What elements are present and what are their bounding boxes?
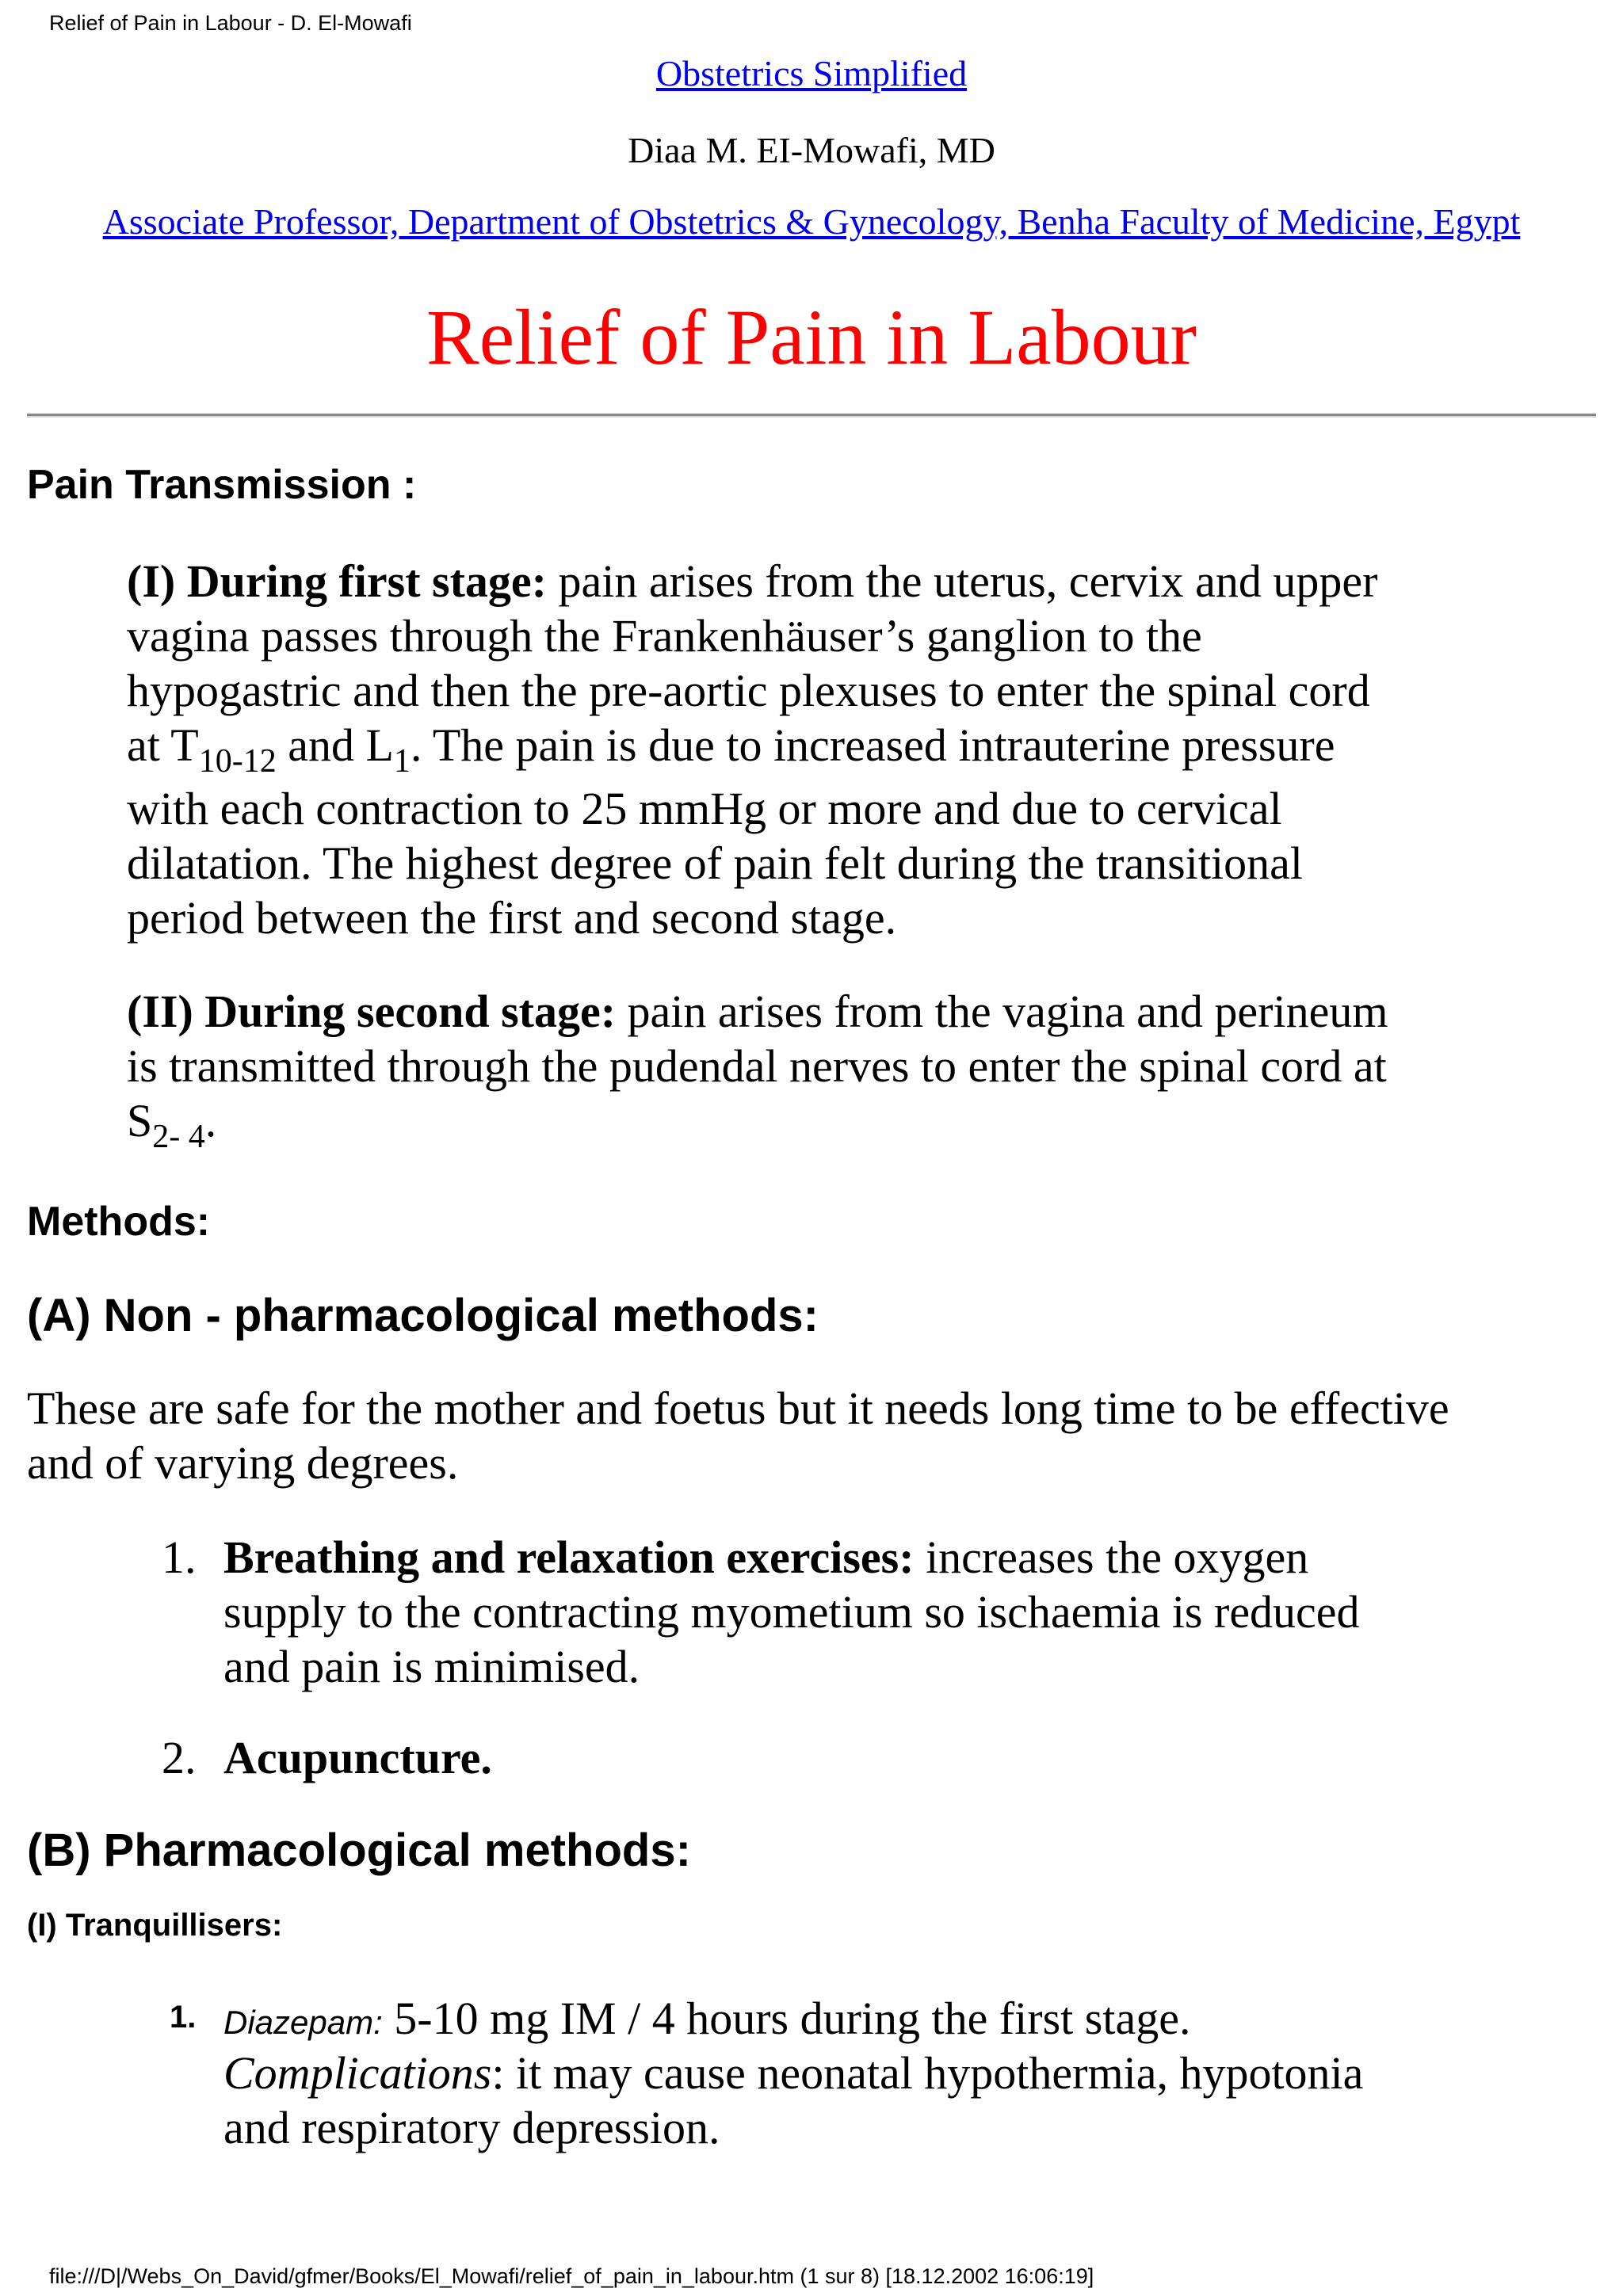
list-number: 1. [162, 1531, 197, 1583]
print-footer-path: file:///D|/Webs_On_David/gfmer/Books/El_Mowafi/relief_of_pain_in_labour.htm (1 sur 8) [18.12.2002 16:06:19] [49, 2264, 1094, 2288]
affiliation-link[interactable]: Associate Professor, Department of Obstetrics & Gynecology, Benha Faculty of Medicine, Egypt [102, 201, 1521, 242]
subheading-tranquillisers: (I) Tranquillisers: [27, 1908, 283, 1943]
list-number: 2. [162, 1732, 197, 1783]
first-stage-line-1: pain arises from the uterus, cervix and upper [546, 555, 1378, 607]
author-name: Diaa M. EI-Mowafi, MD [628, 130, 995, 170]
non-pharm-intro-line-2: and of varying degrees. [27, 1437, 459, 1489]
second-stage-line-2: is transmitted through the pudendal nerves to enter the spinal cord at [127, 1040, 1387, 1092]
page-title: Relief of Pain in Labour [426, 293, 1197, 381]
first-stage-line-5: with each contraction to 25 mmHg or more and due to cervical [127, 783, 1282, 834]
non-pharm-intro-line-1: These are safe for the mother and foetus but it needs long time to be effective [27, 1383, 1449, 1434]
second-stage-label: (II) During second stage: [127, 986, 617, 1037]
section-heading-pain-transmission: Pain Transmission : [27, 462, 417, 508]
horizontal-rule [27, 414, 1596, 418]
list-number: 1. [170, 2000, 197, 2035]
book-link[interactable]: Obstetrics Simplified [655, 53, 968, 93]
first-stage-line-3: hypogastric and then the pre-aortic plexuses to enter the spinal cord [127, 665, 1370, 716]
first-stage-line-2: vagina passes through the Frankenhäuser’s ganglion to the [127, 610, 1202, 662]
list-item-label: Acupuncture. [223, 1732, 492, 1783]
first-stage-line-6: dilatation. The highest degree of pain felt during the transitional [127, 837, 1303, 889]
section-heading-methods: Methods: [27, 1199, 211, 1245]
book-link-container [0, 52, 1623, 94]
affiliation-link-container [0, 200, 1623, 242]
list-item-line-3: and respiratory depression. [223, 2102, 720, 2153]
complications-label: Complications [223, 2047, 492, 2099]
first-stage-line-4: at $T_{10-12}$ and $L_1$. The pain is due to increased intrauterine pressure [127, 719, 1335, 780]
first-stage-label: (I) During first stage: [127, 555, 547, 607]
list-item-label: Breathing and relaxation exercises: [223, 1531, 915, 1583]
second-stage-line-3: $S_{2- 4}$. [127, 1095, 217, 1155]
list-item-line-3: and pain is minimised. [223, 1641, 640, 1692]
drug-name: Diazepam: [223, 2004, 383, 2041]
first-stage-line-7: period between the first and second stage. [127, 892, 897, 944]
second-stage-line-1: pain arises from the vagina and perineum [616, 986, 1388, 1037]
list-item-line-2: supply to the contracting myometium so ischaemia is reduced [223, 1586, 1360, 1638]
subheading-pharmacological: (B) Pharmacological methods: [27, 1825, 691, 1876]
subheading-non-pharmacological: (A) Non - pharmacological methods: [27, 1290, 819, 1341]
print-header-title: Relief of Pain in Labour - D. El-Mowafi [49, 11, 412, 35]
